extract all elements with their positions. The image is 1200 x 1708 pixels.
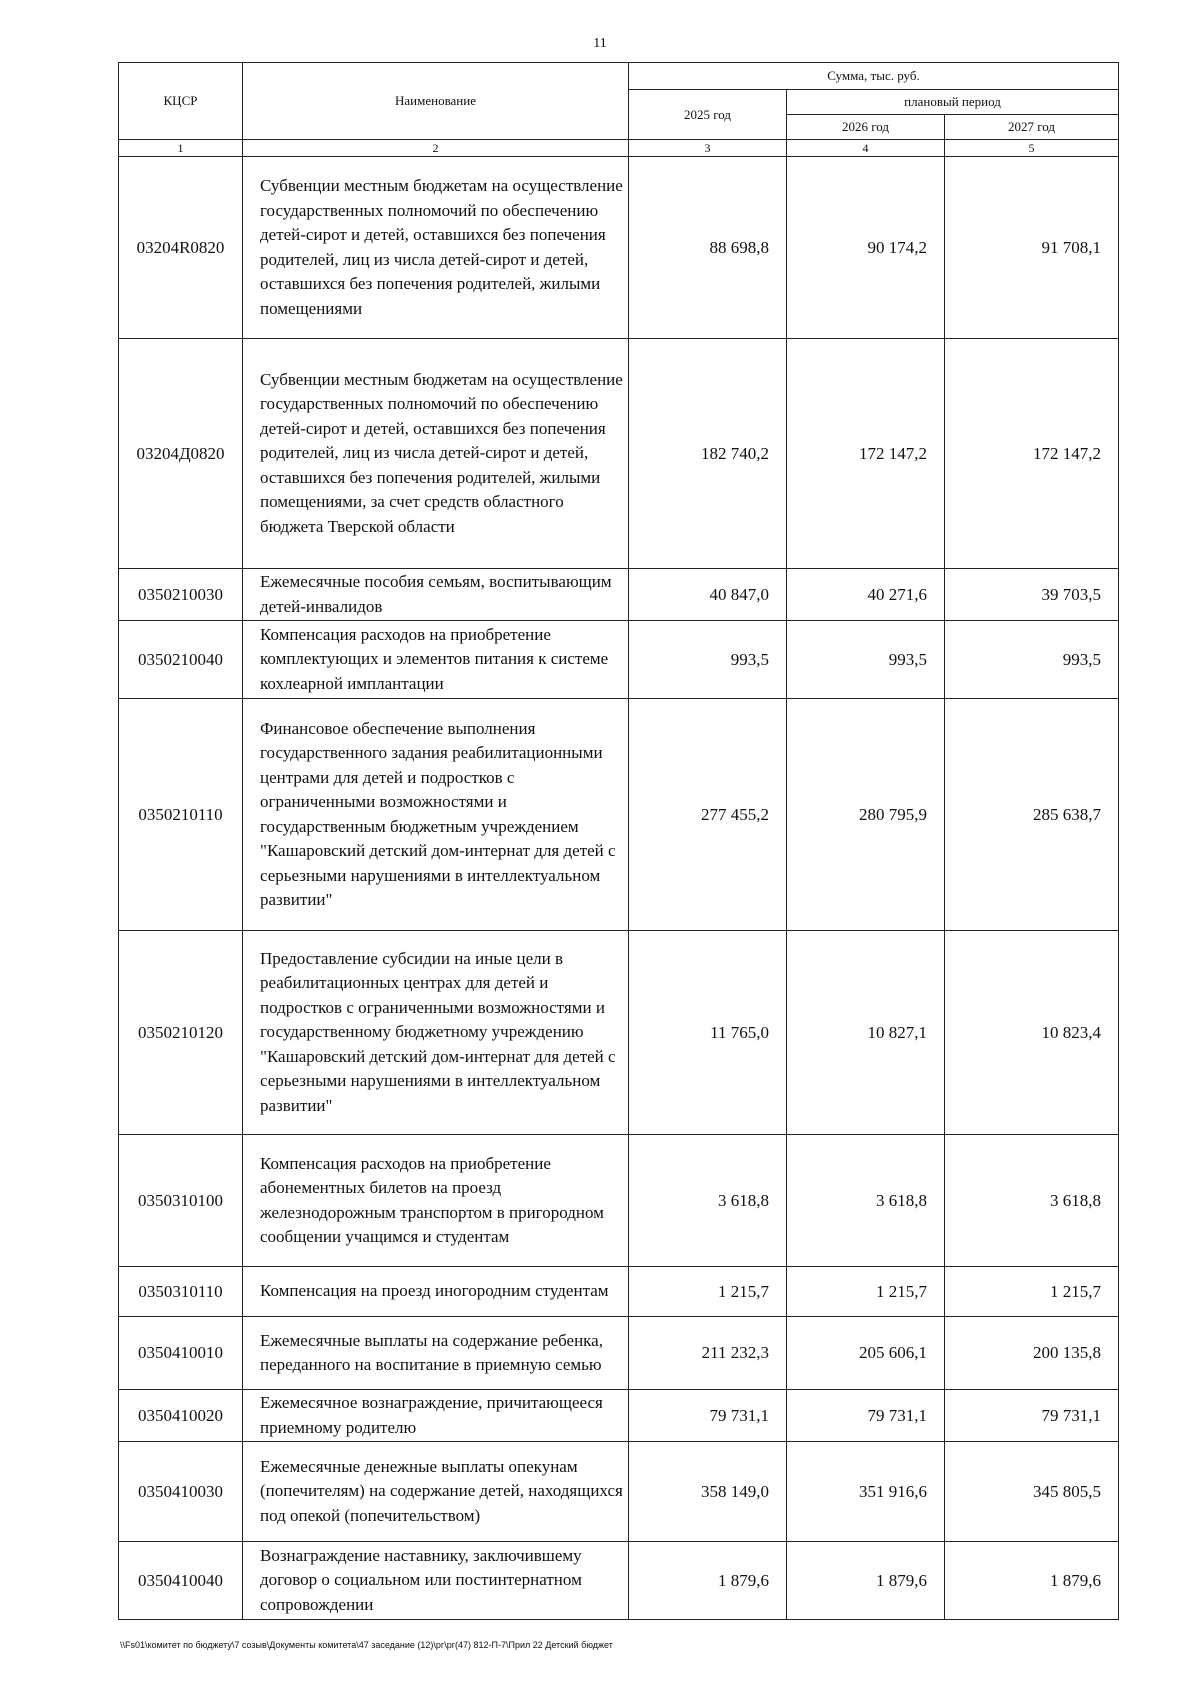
row-name: Ежемесячное вознаграждение, причитающееся приемному родителю — [243, 1390, 629, 1442]
row-value-2025: 1 215,7 — [629, 1267, 787, 1317]
row-value-2027: 3 618,8 — [945, 1135, 1119, 1267]
row-code: 0350410030 — [119, 1442, 243, 1542]
row-value-2026: 1 879,6 — [787, 1542, 945, 1620]
budget-table — [118, 62, 1119, 1620]
row-code: 0350210030 — [119, 569, 243, 621]
table-row — [119, 157, 1119, 339]
row-code: 0350210110 — [119, 699, 243, 931]
row-code: 03204Д0820 — [119, 339, 243, 569]
table-row — [119, 1390, 1119, 1442]
row-name: Ежемесячные пособия семьям, воспитывающим детей-инвалидов — [243, 569, 629, 621]
column-number: 1 — [119, 140, 243, 157]
row-code: 03204R0820 — [119, 157, 243, 339]
row-name: Ежемесячные выплаты на содержание ребенка, переданного на воспитание в приемную семью — [243, 1317, 629, 1390]
row-value-2026: 205 606,1 — [787, 1317, 945, 1390]
header-2027: 2027 год — [945, 115, 1119, 140]
row-code: 0350410010 — [119, 1317, 243, 1390]
table-row — [119, 621, 1119, 699]
row-value-2025: 993,5 — [629, 621, 787, 699]
row-name: Субвенции местным бюджетам на осуществление государственных полномочий по обеспечению детей-сирот и детей, оставшихся без попечения родителей, лиц из числа детей-сирот и детей, оставшихся без попечения родителей, жилыми помещениями — [243, 157, 629, 339]
row-name: Финансовое обеспечение выполнения государственного задания реабилитационными центрами для детей и подростков с ограниченными возможностями и государственным бюджетным учреждением "Кашаровский детский дом-интернат для детей с серьезными нарушениями в интеллектуальном развитии" — [243, 699, 629, 931]
table-row — [119, 1442, 1119, 1542]
row-value-2025: 211 232,3 — [629, 1317, 787, 1390]
table-row — [119, 931, 1119, 1135]
row-name: Компенсация расходов на приобретение комплектующих и элементов питания к системе кохлеарной имплантации — [243, 621, 629, 699]
page-number: 11 — [593, 36, 607, 51]
column-number: 2 — [243, 140, 629, 157]
row-name: Предоставление субсидии на иные цели в реабилитационных центрах для детей и подростков с ограниченными возможностями и государственному бюджетному учреждению "Кашаровский детский дом-интернат для детей с серьезными нарушениями в интеллектуальном развитии" — [243, 931, 629, 1135]
row-value-2026: 280 795,9 — [787, 699, 945, 931]
row-value-2026: 90 174,2 — [787, 157, 945, 339]
table-row — [119, 699, 1119, 931]
header-2026: 2026 год — [787, 115, 945, 140]
row-value-2027: 39 703,5 — [945, 569, 1119, 621]
row-value-2025: 40 847,0 — [629, 569, 787, 621]
row-value-2025: 3 618,8 — [629, 1135, 787, 1267]
row-value-2026: 3 618,8 — [787, 1135, 945, 1267]
row-value-2026: 10 827,1 — [787, 931, 945, 1135]
row-value-2027: 1 879,6 — [945, 1542, 1119, 1620]
table-row — [119, 1542, 1119, 1620]
header-code: КЦСР — [119, 63, 243, 140]
table-row — [119, 339, 1119, 569]
table-row — [119, 1135, 1119, 1267]
row-value-2027: 79 731,1 — [945, 1390, 1119, 1442]
row-value-2026: 172 147,2 — [787, 339, 945, 569]
row-value-2027: 200 135,8 — [945, 1317, 1119, 1390]
header-2025: 2025 год — [629, 90, 787, 140]
row-name: Вознаграждение наставнику, заключившему договор о социальном или постинтернатном сопровождении — [243, 1542, 629, 1620]
row-code: 0350410040 — [119, 1542, 243, 1620]
column-number: 4 — [787, 140, 945, 157]
row-code: 0350210040 — [119, 621, 243, 699]
row-value-2026: 79 731,1 — [787, 1390, 945, 1442]
header-sum: Сумма, тыс. руб. — [629, 63, 1119, 90]
row-value-2025: 1 879,6 — [629, 1542, 787, 1620]
row-code: 0350410020 — [119, 1390, 243, 1442]
row-code: 0350210120 — [119, 931, 243, 1135]
table-row — [119, 1267, 1119, 1317]
row-value-2027: 10 823,4 — [945, 931, 1119, 1135]
row-value-2025: 277 455,2 — [629, 699, 787, 931]
row-value-2027: 993,5 — [945, 621, 1119, 699]
table-row — [119, 1317, 1119, 1390]
row-value-2025: 182 740,2 — [629, 339, 787, 569]
row-value-2027: 345 805,5 — [945, 1442, 1119, 1542]
row-code: 0350310110 — [119, 1267, 243, 1317]
row-value-2026: 993,5 — [787, 621, 945, 699]
column-number: 3 — [629, 140, 787, 157]
row-value-2026: 351 916,6 — [787, 1442, 945, 1542]
row-value-2025: 88 698,8 — [629, 157, 787, 339]
row-value-2025: 358 149,0 — [629, 1442, 787, 1542]
row-value-2027: 91 708,1 — [945, 157, 1119, 339]
row-name: Субвенции местным бюджетам на осуществление государственных полномочий по обеспечению детей-сирот и детей, оставшихся без попечения родителей, лиц из числа детей-сирот и детей, оставшихся без попечения родителей, жилыми помещениями, за счет средств областного бюджета Тверской области — [243, 339, 629, 569]
table-row — [119, 569, 1119, 621]
row-value-2027: 285 638,7 — [945, 699, 1119, 931]
row-value-2025: 11 765,0 — [629, 931, 787, 1135]
row-name: Ежемесячные денежные выплаты опекунам (попечителям) на содержание детей, находящихся под опекой (попечительством) — [243, 1442, 629, 1542]
footer-file-path: \\Fs01\комитет по бюджету\7 созыв\Документы комитета\47 заседание (12)\рг\рг(47) 812-П-7\Прил 22 Детский бюджет — [120, 1640, 613, 1650]
row-value-2026: 40 271,6 — [787, 569, 945, 621]
row-name: Компенсация на проезд иногородним студентам — [243, 1267, 629, 1317]
row-code: 0350310100 — [119, 1135, 243, 1267]
row-name: Компенсация расходов на приобретение абонементных билетов на проезд железнодорожным транспортом в пригородном сообщении учащимся и студентам — [243, 1135, 629, 1267]
row-value-2027: 1 215,7 — [945, 1267, 1119, 1317]
header-planned: плановый период — [787, 90, 1119, 115]
row-value-2025: 79 731,1 — [629, 1390, 787, 1442]
row-value-2026: 1 215,7 — [787, 1267, 945, 1317]
row-value-2027: 172 147,2 — [945, 339, 1119, 569]
header-name: Наименование — [243, 63, 629, 140]
column-number: 5 — [945, 140, 1119, 157]
